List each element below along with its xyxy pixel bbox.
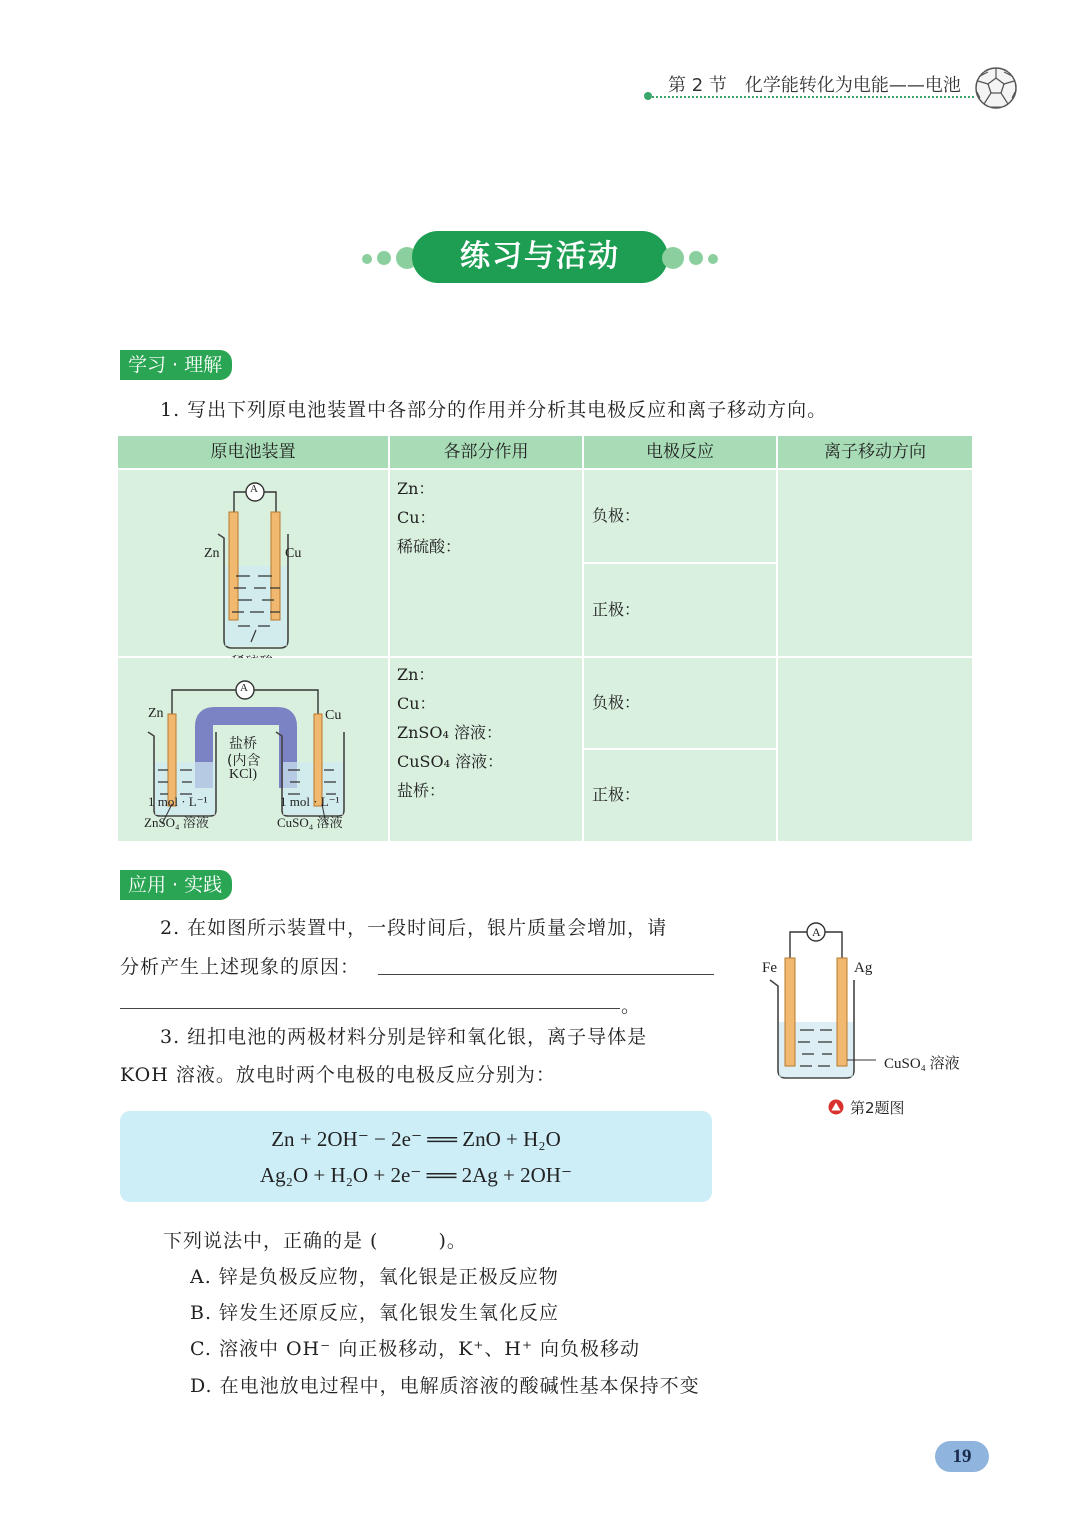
header-rule [648,96,974,98]
ammeter-label: A [812,925,821,939]
negative-cell [584,470,776,562]
electrode-label: Fe [762,960,777,976]
equation-anode: Zn + 2OH⁻ − 2e⁻ ══ ZnO + H₂O [271,1127,561,1151]
salt-bridge-label: KCl) [229,767,257,782]
option-a[interactable]: A. 锌是负极反应物，氧化银是正极反应物 [190,1266,559,1288]
role-line: ZnSO₄ 溶液： [397,723,503,742]
roles-cell [390,658,582,841]
ion-direction-cell [778,470,972,656]
ammeter-label: A [240,682,248,694]
question-2-line1: 2. 在如图所示装置中，一段时间后，银片质量会增加，请 [160,917,668,939]
figure-caption: 第2题图 [850,1099,905,1117]
ion-direction-cell [778,658,972,841]
figure-2-diagram [756,918,876,1088]
role-line: Cu： [397,694,436,713]
solution-label: CuSO₄ 溶液 [884,1056,960,1072]
table-header: 原电池装置 [118,436,388,468]
question-3-prompt: 下列说法中，正确的是 ( )。 [163,1230,467,1252]
table-header: 电极反应 [584,436,776,468]
fullerene-icon [974,66,1018,110]
negative-label: 负极： [592,506,641,525]
table-header: 各部分作用 [390,436,582,468]
positive-label: 正极： [592,785,641,804]
section-tag-apply: 应用 · 实践 [120,870,232,900]
negative-label: 负极： [592,693,641,712]
concentration-label: 1 mol · L⁻¹ [148,794,208,809]
roles-cell [390,470,582,656]
cell-table [118,436,972,841]
equation-cathode: Ag₂O + H₂O + 2e⁻ ══ 2Ag + 2OH⁻ [259,1163,573,1187]
option-d[interactable]: D. 在电池放电过程中，电解质溶液的酸碱性基本保持不变 [190,1375,700,1397]
banner-dot [708,254,718,264]
role-line: Zn： [397,665,435,684]
banner-dot [662,247,684,269]
galvanic-cell-diagram [118,470,388,656]
banner-dot [362,254,372,264]
page-number: 19 [935,1441,989,1472]
electrode-label: Cu [325,708,342,723]
diagram-cell [118,470,388,656]
table-header: 离子移动方向 [778,436,972,468]
role-line: 盐桥： [397,781,446,800]
role-line: 稀硫酸： [397,537,462,556]
banner-dot [689,251,703,265]
role-line: CuSO₄ 溶液： [397,752,504,771]
banner-dot [377,251,391,265]
positive-label: 正极： [592,600,641,619]
answer-blank[interactable] [120,1008,620,1009]
ammeter-label: A [250,483,258,495]
section-tag-study: 学习 · 理解 [120,350,232,380]
figure-marker-icon [828,1099,844,1115]
electrode-label: Ag [854,960,873,976]
positive-cell [584,750,776,841]
solution-label: ZnSO₄ 溶液 [144,815,209,830]
salt-bridge-label: (内含 [227,753,261,769]
electrode-label: Zn [148,706,164,721]
chapter-header: 第 2 节 化学能转化为电能——电池 [668,75,961,96]
question-2-line2: 分析产生上述现象的原因： [120,956,361,978]
negative-cell [584,658,776,748]
electrode-label: Zn [204,546,220,561]
question-3-line2: KOH 溶液。放电时两个电极的电极反应分别为： [120,1064,556,1086]
option-b[interactable]: B. 锌发生还原反应，氧化银发生氧化反应 [190,1302,560,1324]
concentration-label: 1 mol · L⁻¹ [280,794,340,809]
role-line: Cu： [397,508,436,527]
question-3-line1: 3. 纽扣电池的两极材料分别是锌和氧化银，离子导体是 [160,1026,648,1048]
option-c[interactable]: C. 溶液中 OH⁻ 向正极移动，K⁺、H⁺ 向负极移动 [190,1338,641,1360]
equation-box [120,1111,712,1202]
role-line: Zn： [397,479,435,498]
electrode-label: Cu [285,546,302,561]
period-mark: 。 [621,995,642,1017]
section-banner: 练习与活动 [412,231,668,283]
answer-blank[interactable] [378,974,714,975]
question-1: 1. 写出下列原电池装置中各部分的作用并分析其电极反应和离子移动方向。 [160,399,828,421]
solution-label: CuSO₄ 溶液 [277,815,343,830]
positive-cell [584,564,776,656]
diagram-cell [118,658,388,841]
salt-bridge-label: 盐桥 [229,736,257,752]
